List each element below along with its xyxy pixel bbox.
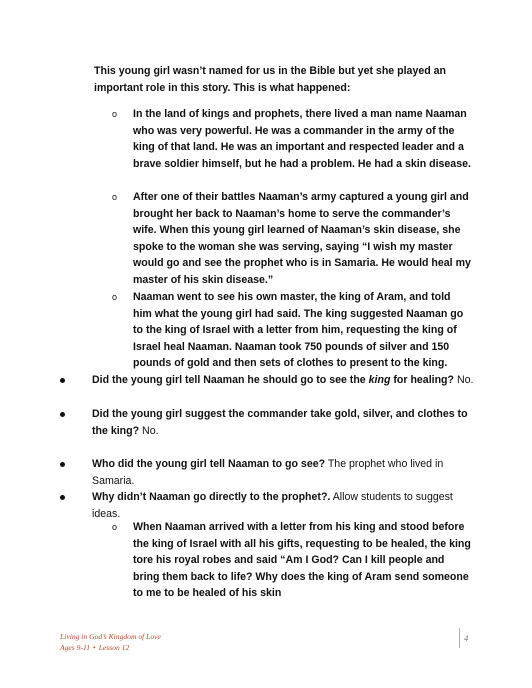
footer-separator: •	[93, 642, 96, 652]
story-item-text: Naaman went to see his own master, the king of Aram, and told him what the young girl had said. The king suggested Naaman go to the king of Israel with a letter from him, requesting the king of Israel heal Naaman. Naaman took 750 pounds of silver and 150 pounds of gold and then sets of clothes to present to the king.	[133, 291, 464, 370]
bullet-icon	[60, 412, 65, 417]
footer-subtitle	[60, 643, 161, 654]
footer-ages: Ages 9-11	[60, 642, 91, 652]
footer-title: Living in God’s Kingdom of Love	[60, 632, 161, 641]
question-1	[60, 372, 480, 389]
question-3	[60, 456, 480, 489]
question-text: Why didn’t Naaman go directly to the prophet?.	[92, 491, 331, 503]
circle-bullet-icon: o	[112, 522, 118, 532]
question-2	[60, 406, 480, 439]
story-item-text: In the land of kings and prophets, there lived a man name Naaman who was very powerful. He was a commander in the army of the king of that land. He was an important and respected leader and a brave soldier himself, but he had a problem. He had a skin disease.	[133, 108, 471, 170]
story-item-4	[112, 519, 472, 602]
bullet-icon	[60, 378, 65, 383]
story-item-2	[112, 189, 472, 289]
footer-divider	[459, 628, 460, 648]
question-emphasis: king	[368, 374, 391, 386]
question-text: Did the young girl suggest the commander take gold, silver, and clothes to the king?	[92, 408, 468, 437]
page-footer	[60, 632, 161, 653]
bullet-icon	[60, 495, 65, 500]
footer-lesson: Lesson 12	[98, 642, 130, 652]
page-number: 4	[464, 633, 469, 643]
question-4	[60, 489, 480, 522]
answer-text: Allow students to suggest ideas.	[92, 491, 453, 520]
circle-bullet-icon: o	[112, 192, 118, 202]
story-item-3	[112, 289, 472, 372]
question-text: Who did the young girl tell Naaman to go see?	[92, 458, 326, 470]
answer-text: The prophet who lived in Samaria.	[92, 458, 444, 487]
story-item-1	[112, 106, 472, 172]
story-item-text: After one of their battles Naaman’s army captured a young girl and brought her back to Naaman’s home to serve the commander’s wife. When this young girl learned of Naaman’s skin disease, she spoke to the woman she was serving, saying “I wish my master would go and see the prophet who is in Samaria. He would heal my master of his skin disease.”	[133, 191, 471, 286]
circle-bullet-icon: o	[112, 292, 118, 302]
answer-text: No.	[139, 424, 159, 437]
answer-text: No.	[454, 374, 474, 386]
circle-bullet-icon: o	[112, 109, 118, 119]
question-text-end: for healing?	[390, 374, 454, 386]
intro-paragraph: This young girl wasn’t named for us in the Bible but yet she played an important role in this story. This is what happened:	[94, 65, 446, 94]
story-item-text: When Naaman arrived with a letter from his king and stood before the king of Israel with all his gifts, requesting to be healed, the king tore his royal robes and said “Am I God? Can I kill people and bring them back to life? Why does the king of Aram send someone to me to be healed of his skin	[133, 521, 471, 600]
bullet-icon	[60, 462, 65, 467]
question-text: Did the young girl tell Naaman he should go to see the	[92, 374, 369, 386]
